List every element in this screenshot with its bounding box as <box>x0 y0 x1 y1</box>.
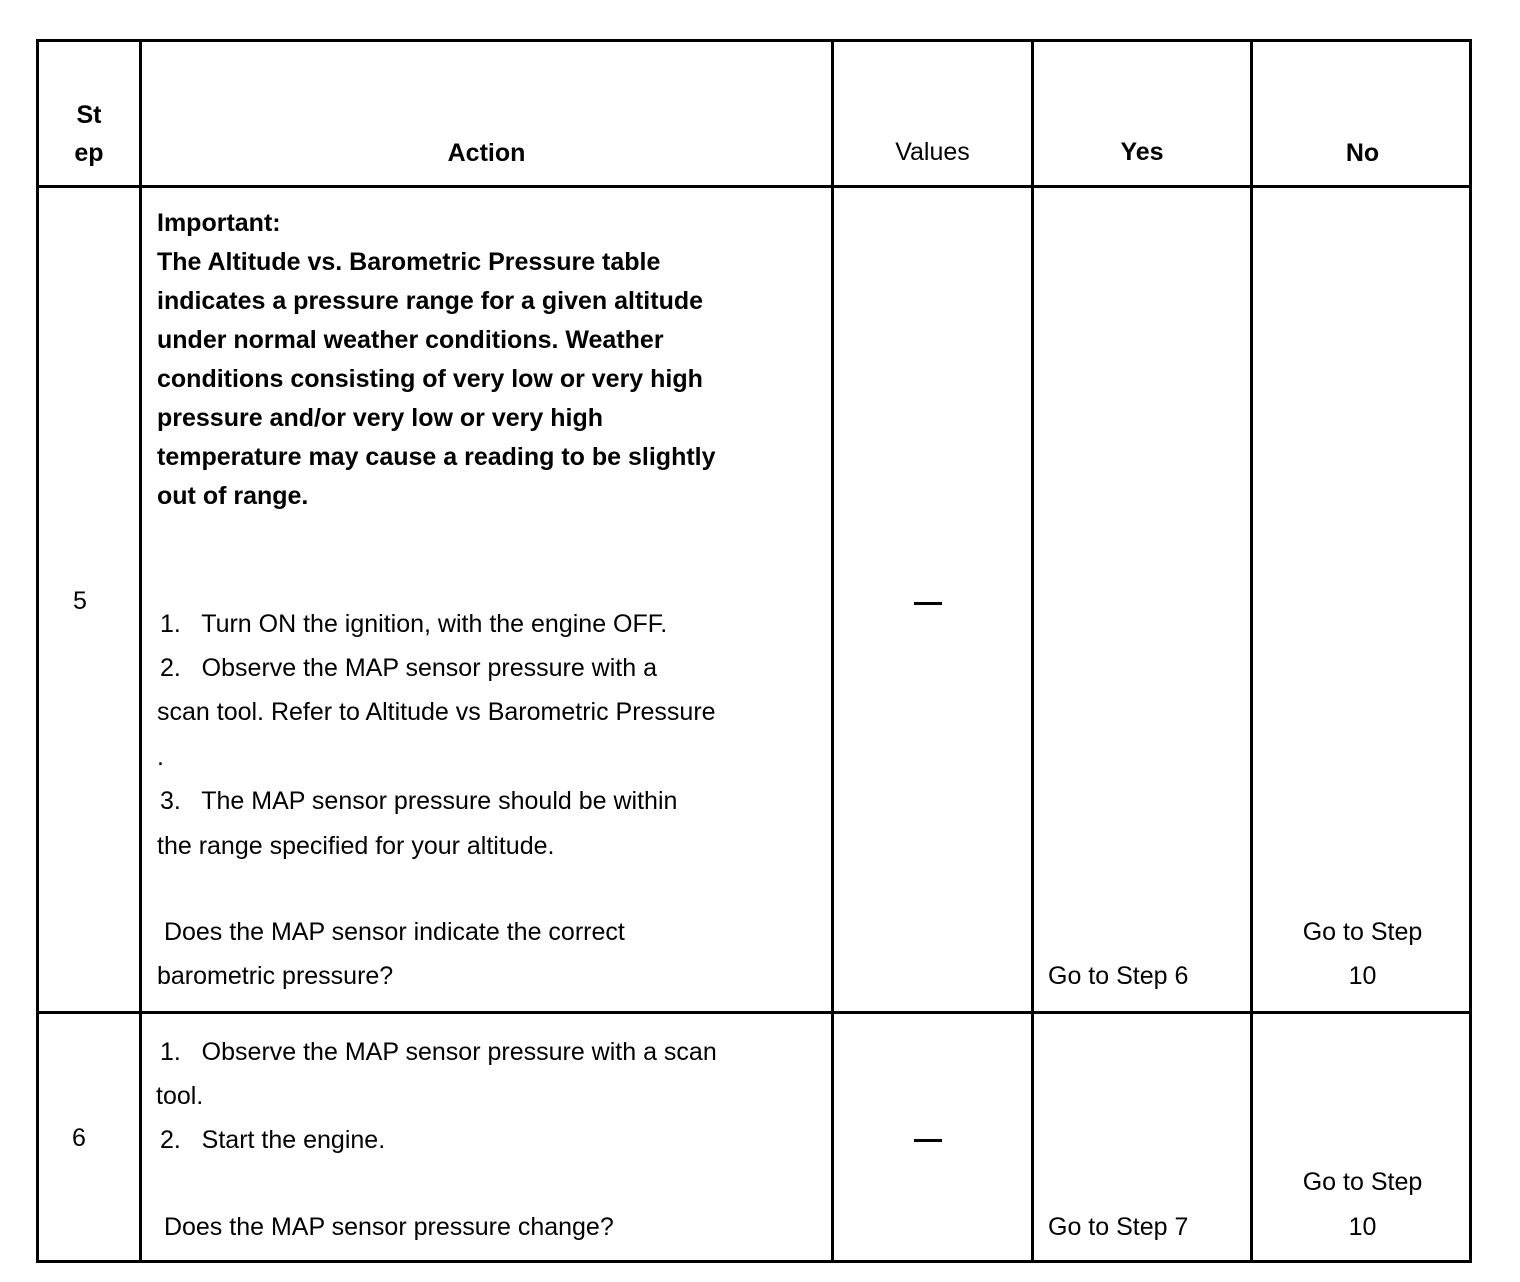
important-text-line: out of range. <box>157 482 309 510</box>
action-step-line: tool. <box>156 1082 204 1110</box>
action-step-line: . <box>157 743 164 771</box>
row-divider <box>39 1011 1469 1014</box>
action-step-line: the range specified for your altitude. <box>157 832 555 860</box>
header-step-line2: ep <box>74 139 104 167</box>
action-step-line: scan tool. Refer to Altitude vs Barometric Pressure <box>157 698 716 726</box>
column-divider <box>1250 42 1253 1260</box>
important-text-line: temperature may cause a reading to be slightly <box>157 443 716 471</box>
step-number-5: 5 <box>73 587 87 615</box>
question-line: Does the MAP sensor indicate the correct <box>157 918 625 946</box>
action-step-line: 1. Turn ON the ignition, with the engine OFF. <box>160 610 668 638</box>
column-divider <box>139 42 142 1260</box>
no-goto-line1: Go to Step <box>1302 1168 1423 1196</box>
values-dash <box>914 602 942 605</box>
column-divider <box>831 42 834 1260</box>
important-text-line: The Altitude vs. Barometric Pressure table <box>157 248 661 276</box>
column-divider <box>1031 42 1034 1260</box>
action-step-line: 3. The MAP sensor pressure should be within <box>160 787 678 815</box>
header-step-line1: St <box>76 101 102 129</box>
action-step-line: 2. Observe the MAP sensor pressure with a <box>160 654 657 682</box>
important-text-line: conditions consisting of very low or very high <box>157 365 703 393</box>
action-step-line: 2. Start the engine. <box>160 1126 386 1154</box>
important-label: Important: <box>157 209 281 237</box>
yes-goto-step-6: Go to Step 6 <box>1048 962 1189 990</box>
action-step-line: 1. Observe the MAP sensor pressure with a scan <box>160 1038 717 1066</box>
diagnostic-table <box>36 39 1472 1263</box>
header-yes: Yes <box>1120 138 1164 166</box>
row-divider <box>39 185 1469 188</box>
yes-goto-step-7: Go to Step 7 <box>1048 1213 1189 1241</box>
no-goto-line1: Go to Step <box>1302 918 1423 946</box>
important-text-line: indicates a pressure range for a given altitude <box>157 287 704 315</box>
no-goto-line2: 10 <box>1348 1213 1377 1241</box>
question-line: Does the MAP sensor pressure change? <box>157 1213 614 1241</box>
header-values: Values <box>895 138 970 166</box>
important-text-line: under normal weather conditions. Weather <box>157 326 664 354</box>
important-text-line: pressure and/or very low or very high <box>157 404 603 432</box>
no-goto-line2: 10 <box>1348 962 1377 990</box>
header-action: Action <box>447 139 526 167</box>
values-dash <box>914 1139 942 1142</box>
step-number-6: 6 <box>72 1124 86 1152</box>
question-line: barometric pressure? <box>157 962 394 990</box>
header-no: No <box>1345 139 1380 167</box>
